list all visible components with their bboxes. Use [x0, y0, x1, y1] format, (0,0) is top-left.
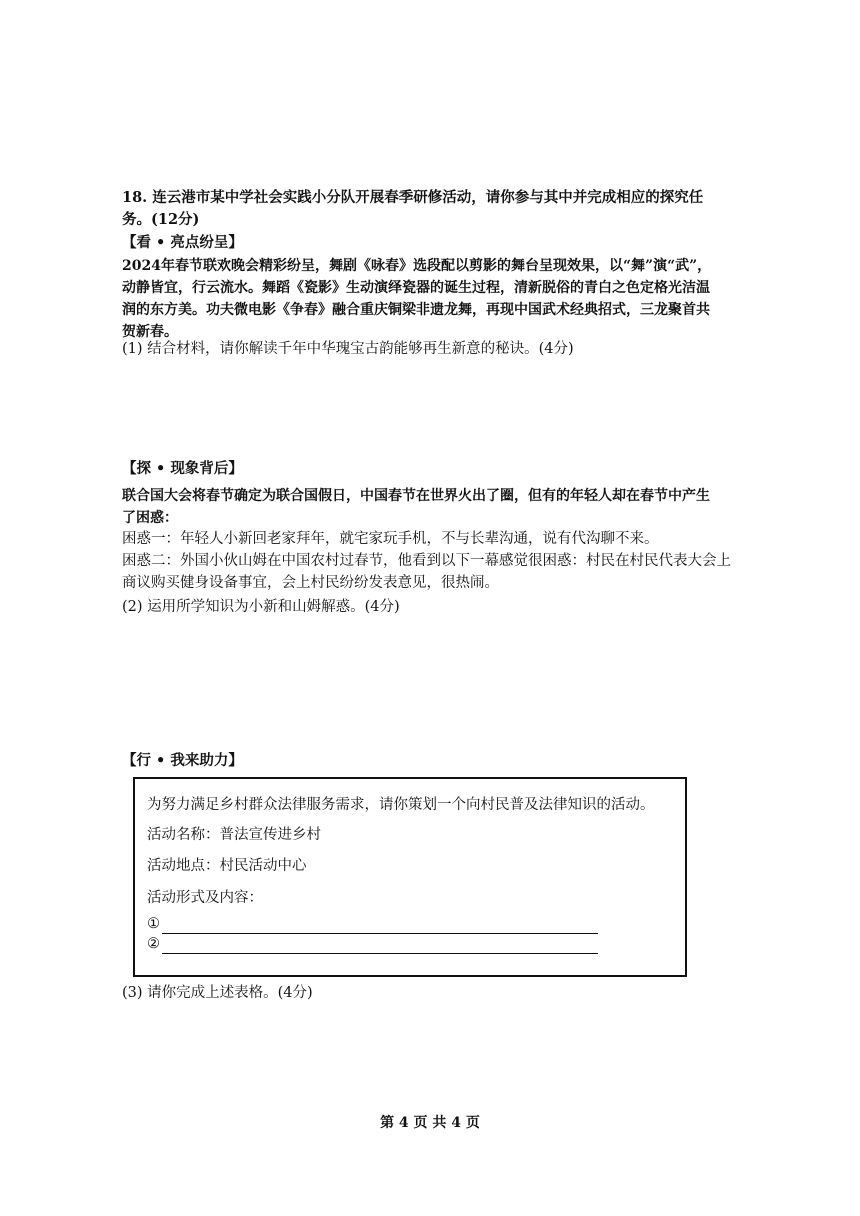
page-number: 第 4 页 共 4 页 — [380, 1115, 480, 1131]
section-2-task: (2) 运用所学知识为小新和山姆解惑。(4分) — [122, 599, 400, 615]
section-1-material-line: 2024年春节联欢晚会精彩纷呈，舞剧《咏春》选段配以剪影的舞台呈现效果，以“舞”演“武”， — [122, 258, 712, 274]
activity-prompt: 为努力满足乡村群众法律服务需求，请你策划一个向村民普及法律知识的活动。 — [147, 797, 655, 813]
activity-name: 活动名称：普法宣传进乡村 — [147, 827, 321, 843]
confusion-1: 困惑一：年轻人小新回老家拜年，就宅家玩手机，不与长辈沟通，说有代沟聊不来。 — [122, 531, 659, 547]
confusion-2-line: 困惑二：外国小伙山姆在中国农村过春节，他看到以下一幕感觉很困惑：村民在村民代表大会上 — [122, 553, 731, 569]
section-2-heading: 【探 • 现象背后】 — [122, 460, 243, 477]
section-1-material-line: 贺新春。 — [122, 324, 178, 340]
activity-plan-table — [133, 777, 687, 977]
question-intro-line-1: 18. 连云港市某中学社会实践小分队开展春季研修活动，请你参与其中并完成相应的探究任 — [122, 189, 704, 206]
answer-blank-1[interactable] — [162, 919, 598, 934]
answer-row-2 — [147, 934, 598, 954]
section-1-task: (1) 结合材料，请你解读千年中华瑰宝古韵能够再生新意的秘诀。(4分) — [122, 341, 574, 357]
section-1-material-line: 动静皆宜，行云流水。舞蹈《瓷影》生动演绎瓷器的诞生过程，清新脱俗的青白之色定格光洁温 — [122, 280, 710, 296]
section-2-material-line: 了困惑： — [122, 510, 178, 526]
activity-location: 活动地点：村民活动中心 — [147, 858, 307, 874]
question-intro-line-2: 务。(12分) — [122, 211, 200, 228]
section-1-heading: 【看 • 亮点纷呈】 — [122, 234, 243, 251]
activity-form-label: 活动形式及内容： — [147, 890, 263, 906]
circled-two-marker: ② — [147, 936, 160, 952]
circled-one-marker: ① — [147, 916, 160, 932]
answer-blank-2[interactable] — [162, 939, 598, 954]
section-2-material-line: 联合国大会将春节确定为联合国假日，中国春节在世界火出了圈，但有的年轻人却在春节中产生 — [122, 488, 710, 504]
section-1-material-line: 润的东方美。功夫微电影《争春》融合重庆铜梁非遗龙舞，再现中国武术经典招式，三龙聚首共 — [122, 302, 710, 318]
section-3-heading: 【行 • 我来助力】 — [122, 752, 243, 769]
section-3-task: (3) 请你完成上述表格。(4分) — [122, 985, 313, 1001]
confusion-2-line: 商议购买健身设备事宜，会上村民纷纷发表意见，很热闹。 — [122, 575, 499, 591]
answer-row-1 — [147, 914, 598, 934]
